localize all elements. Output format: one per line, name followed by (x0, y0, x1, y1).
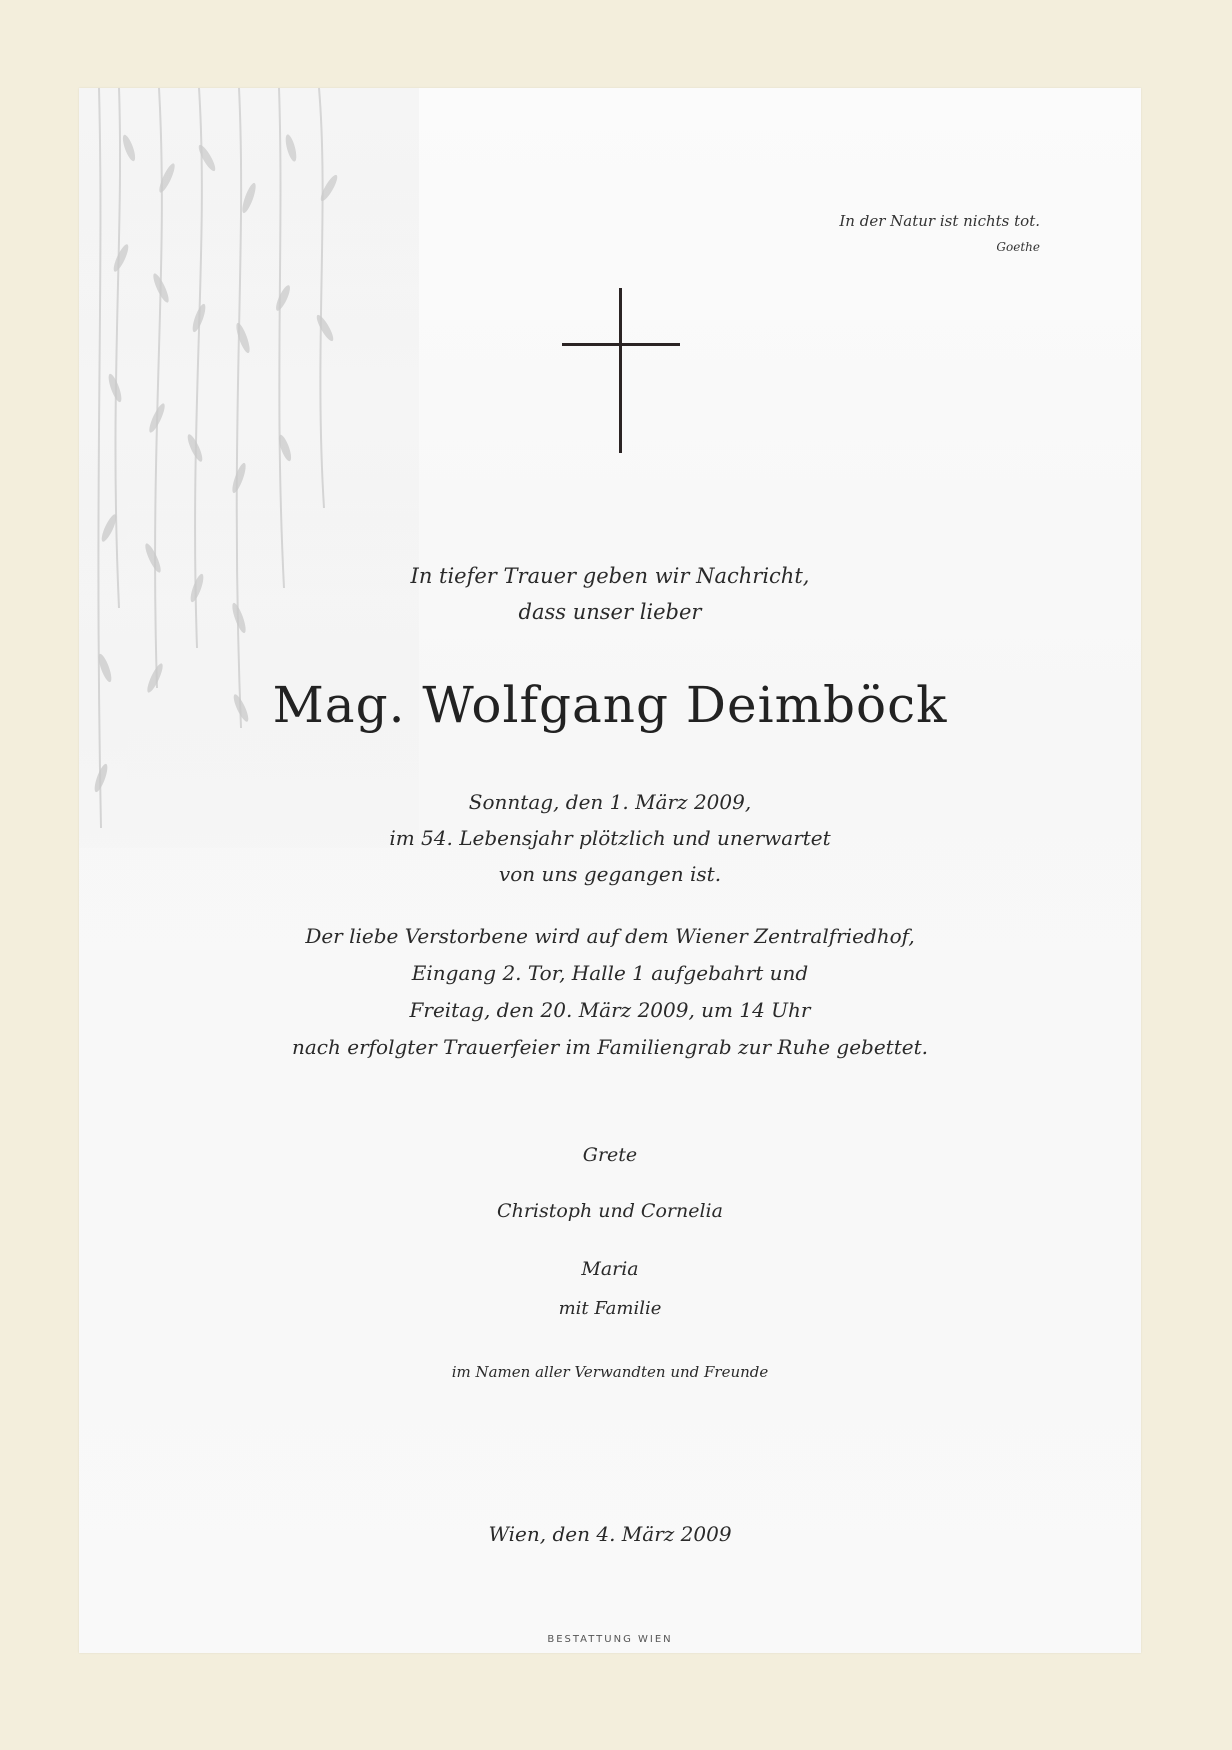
funeral-details (79, 918, 1141, 1066)
place-date: Wien, den 4. März 2009 (488, 1522, 732, 1546)
willow-branches-decoration (79, 88, 419, 848)
funeral-line-1: Der liebe Verstorbene wird auf dem Wiener Zentralfriedhof, (305, 924, 915, 948)
mourner-name-1: Grete (582, 1144, 638, 1166)
footer-funeral-home: BESTATTUNG WIEN (547, 1634, 673, 1645)
death-notice-line-2: im 54. Lebensjahr plötzlich und unerwartet (389, 826, 831, 850)
death-notice-line-3: von uns gegangen ist. (498, 862, 722, 886)
mourners-others: im Namen aller Verwandten und Freunde (451, 1363, 769, 1381)
funeral-line-2: Eingang 2. Tor, Halle 1 aufgebahrt und (411, 961, 809, 985)
epigraph-text: In der Natur ist nichts tot. (839, 212, 1040, 230)
intro-line-1: In tiefer Trauer geben wir Nachricht, (410, 564, 810, 588)
intro-line-2: dass unser lieber (518, 600, 702, 624)
cross-icon (562, 288, 680, 453)
intro-text (79, 558, 1141, 630)
funeral-line-3: Freitag, den 20. März 2009, um 14 Uhr (409, 998, 811, 1022)
mourner-name-2: Christoph und Cornelia (497, 1200, 723, 1222)
epigraph (839, 212, 1040, 254)
death-notice (79, 784, 1141, 892)
epigraph-author: Goethe (996, 240, 1040, 254)
mourner-name-3: Maria (581, 1258, 639, 1280)
mourner-name-3-suffix: mit Familie (558, 1298, 662, 1319)
obituary-sheet (79, 88, 1141, 1653)
funeral-line-4: nach erfolgter Trauerfeier im Familiengrab zur Ruhe gebettet. (292, 1035, 928, 1059)
death-notice-line-1: Sonntag, den 1. März 2009, (468, 790, 752, 814)
deceased-name: Mag. Wolfgang Deimböck (272, 676, 948, 734)
